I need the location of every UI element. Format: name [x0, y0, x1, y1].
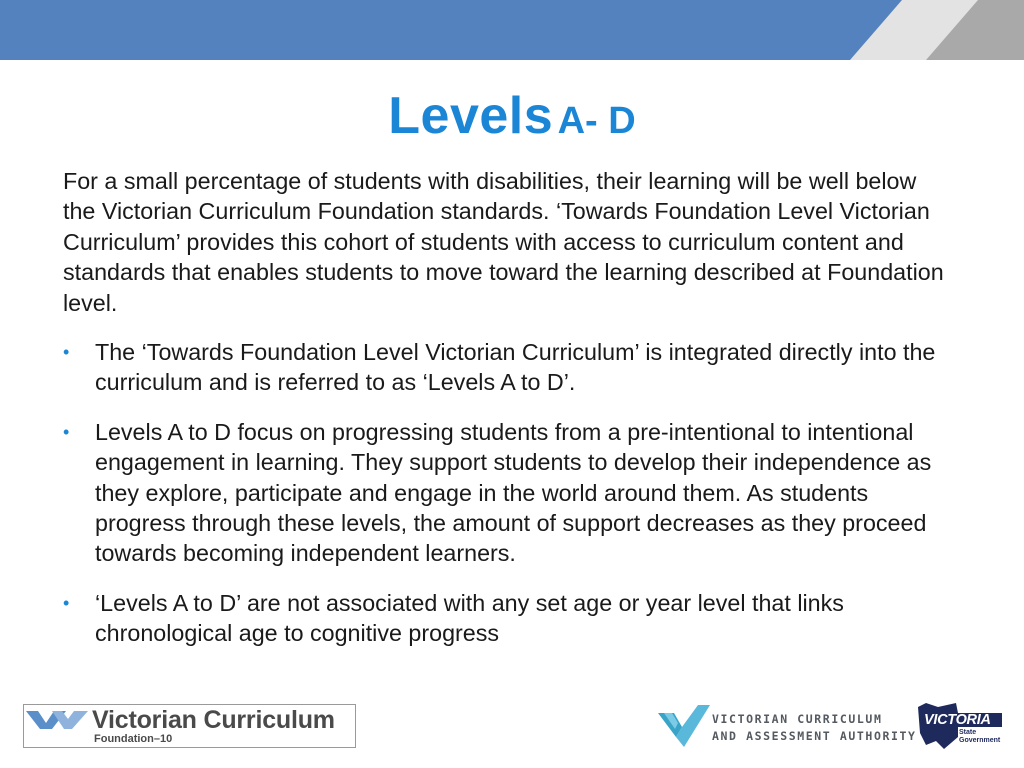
header-band-graphic [0, 0, 1024, 60]
bullet-item [63, 337, 953, 398]
bullet-text: ‘Levels A to D’ are not associated with any set age or year level that links chronological age to cognitive progress [95, 589, 844, 647]
bullet-icon: • [63, 592, 70, 613]
header-band [0, 0, 1024, 60]
slide-title-main: Levels [388, 87, 554, 145]
slide-title [0, 86, 1024, 146]
bullet-text: The ‘Towards Foundation Level Victorian Curriculum’ is integrated directly into the curriculum and is referred to as ‘Levels A to D’. [95, 339, 936, 396]
victoria-sub-government: Government [959, 737, 1001, 744]
intro-paragraph: For a small percentage of students with disabilities, their learning will be well below the Victorian Curriculum Foundation standards. ‘Towards Foundation Level Victorian Curriculum’ provides this cohort of students with access to curriculum content and standards that enables students to move toward the learning described at Foundation level. [63, 168, 944, 316]
vcaa-logo [658, 703, 917, 747]
victorian-curriculum-logo [23, 704, 356, 748]
vc-chevron-icon [26, 709, 88, 731]
vcaa-check-icon [658, 705, 710, 747]
bullet-text: Levels A to D focus on progressing students from a pre-intentional to intentional engagement in learning. They support students to develop their independence as they explore, participate and engage in the world around them. As students progress through these levels, the amount of support decreases as they proceed towards becoming independent learners. [95, 418, 932, 567]
bullet-list [63, 337, 953, 649]
slide-title-range: A- D [557, 100, 636, 142]
victoria-sub-state: State [959, 729, 977, 736]
bullet-item [63, 588, 953, 649]
vc-logo-subtitle: Foundation–10 [94, 733, 173, 745]
victoria-government-logo [918, 703, 1004, 749]
vc-logo-title: Victorian Curriculum [92, 706, 335, 734]
victoria-wordmark: VICTORIA [924, 712, 991, 728]
bullet-icon: • [63, 342, 70, 363]
vcaa-logo-line1: VICTORIAN CURRICULUM [712, 712, 883, 726]
bullet-icon: • [63, 421, 70, 442]
vcaa-logo-line2: AND ASSESSMENT AUTHORITY [712, 729, 917, 743]
bullet-item [63, 417, 953, 569]
slide-body [63, 166, 953, 668]
